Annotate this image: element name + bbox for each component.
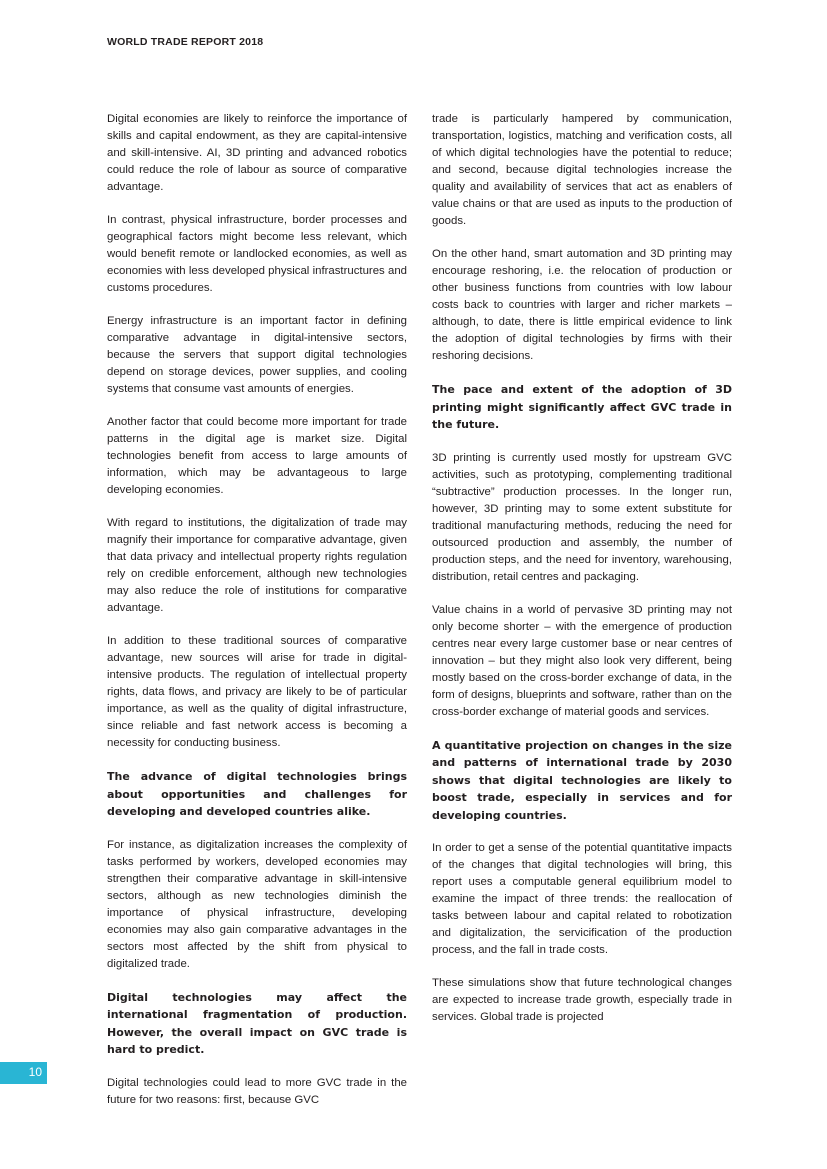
body-paragraph: 3D printing is currently used mostly for upstream GVC activities, such as prototyping, complementing traditional “subtractive” production processes. In the longer run, however, 3D printing may to some extent substitute for traditional manufacturing methods, reducing the need for outsourced production and assembly, the number of production steps, and the need for inventory, warehousing, distribution, retail centres and packaging. — [432, 451, 732, 583]
body-paragraph: For instance, as digitalization increases the complexity of tasks performed by workers, developed economies may strengthen their comparative advantage in skill-intensive sectors, although as new technologies diminish the importance of physical infrastructure, developing economies may also gain comparative advantages in the sectors most affected by the shift from physical to digitalized trade. — [107, 838, 407, 970]
section-heading: Digital technologies may affect the international fragmentation of production. However, the overall impact on GVC trade is hard to predict. — [107, 990, 407, 1056]
body-paragraph: Another factor that could become more important for trade patterns in the digital age is market size. Digital technologies benefit from access to large amounts of information, which may be advantageous to large developing economies. — [107, 416, 407, 496]
body-paragraph: Value chains in a world of pervasive 3D printing may not only become shorter – with the emergence of production centres near every large customer base or near centres of innovation – but they might also look very different, being mostly based on the cross-border exchange of data, in the form of designs, blueprints and software, rather than on the cross-border exchange of material goods and services. — [432, 603, 732, 718]
body-paragraph: In order to get a sense of the potential quantitative impacts of the changes that digital technologies will bring, this report uses a computable general equilibrium model to examine the impact of three trends: the reallocation of tasks between labour and capital related to robotization and digitalization, the servicification of the production process, and the fall in trade costs. — [432, 842, 732, 956]
section-heading: The advance of digital technologies brings about opportunities and challenges for developing and developed countries alike. — [107, 770, 407, 818]
body-paragraph: trade is particularly hampered by communication, transportation, logistics, matching and verification costs, all of which digital technologies have the potential to reduce; and second, because digital technologies increase the quality and availability of services that act as enablers of value chains or that are used as inputs to the production of goods. — [432, 113, 732, 227]
body-paragraph: In addition to these traditional sources of comparative advantage, new sources will arise for trade in digital-intensive products. The regulation of intellectual property rights, data flows, and privacy are likely to be of particular importance, as well as the quality of digital infrastructure, since reliable and fast network access is becoming a necessity for conducting business. — [107, 635, 407, 749]
body-paragraph: In contrast, physical infrastructure, border processes and geographical factors might become less relevant, which would benefit remote or landlocked economies, as well as economies with less developed physical infrastructures and customs procedures. — [107, 214, 407, 294]
section-heading: The pace and extent of the adoption of 3D printing might significantly affect GVC trade in the future. — [432, 383, 732, 431]
body-paragraph: On the other hand, smart automation and 3D printing may encourage reshoring, i.e. the relocation of production or other business functions from countries with low labour costs back to countries with larger and richer markets – although, to date, there is little empirical evidence to link the adoption of digital technologies by firms with their reshoring decisions. — [432, 248, 732, 362]
section-heading: A quantitative projection on changes in the size and patterns of international trade by 2030 shows that digital technologies are likely to boost trade, especially in services and for developing countries. — [432, 738, 732, 822]
body-paragraph: Energy infrastructure is an important factor in defining comparative advantage in digital-intensive sectors, because the servers that support digital technologies depend on storage devices, power supplies, and cooling systems that consume vast amounts of energies. — [107, 315, 407, 395]
left-column — [107, 111, 407, 1125]
body-paragraph: Digital technologies could lead to more GVC trade in the future for two reasons: first, because GVC — [107, 1076, 407, 1106]
body-paragraph: These simulations show that future technological changes are expected to increase trade growth, especially trade in services. Global trade is projected — [432, 977, 732, 1023]
page-number: 10 — [28, 1065, 42, 1079]
body-paragraph: With regard to institutions, the digitalization of trade may magnify their importance for comparative advantage, given that data privacy and intellectual property rights regulation rely on credible enforcement, although new technologies may also reduce the role of institutions for comparative advantage. — [107, 517, 407, 614]
running-head: WORLD TRADE REPORT 2018 — [107, 36, 264, 48]
right-column — [432, 111, 732, 1042]
page-number-tab — [0, 1062, 47, 1084]
body-paragraph: Digital economies are likely to reinforce the importance of skills and capital endowment, as they are capital-intensive and skill-intensive. AI, 3D printing and advanced robotics could reduce the role of labour as source of comparative advantage. — [107, 113, 407, 193]
